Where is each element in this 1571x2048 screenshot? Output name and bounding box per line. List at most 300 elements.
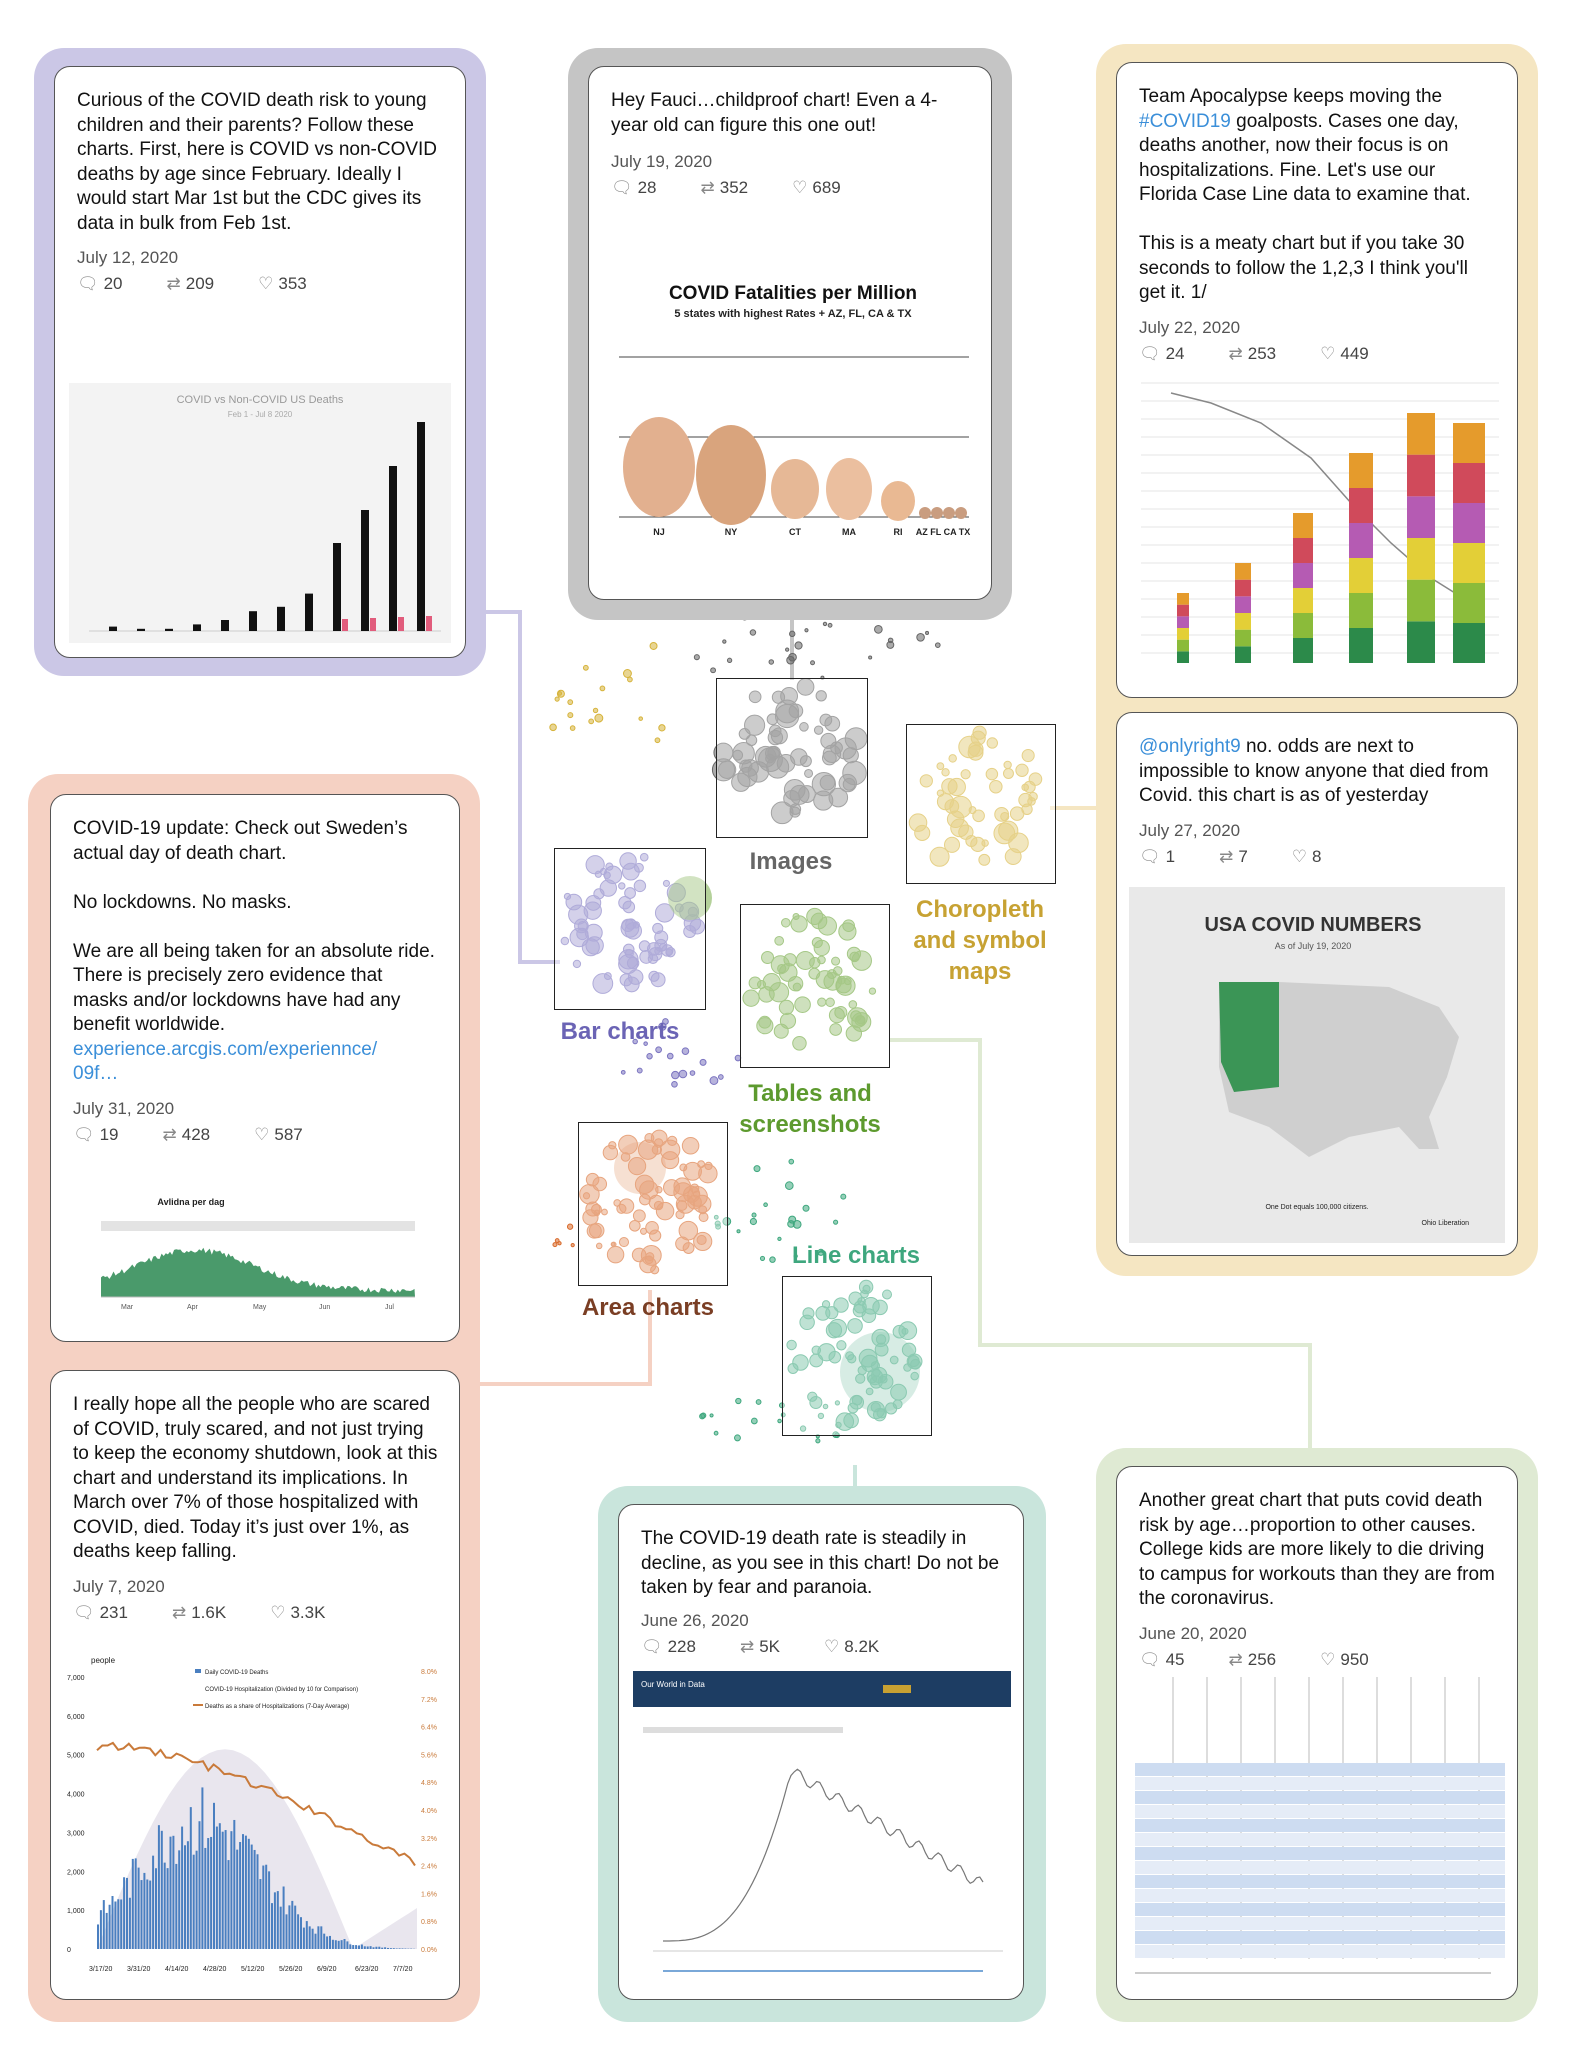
- connector-bar: [484, 612, 560, 962]
- thumb-subtitle: 5 states with highest Rates + AZ, FL, CA & TX: [674, 308, 912, 320]
- scatter-dot: [567, 1224, 572, 1229]
- like-value: 3.3K: [290, 1602, 326, 1622]
- scatter-dot: [558, 1242, 561, 1245]
- bar: [344, 1939, 346, 1949]
- bar: [300, 1917, 302, 1949]
- bar: [283, 1886, 285, 1949]
- scatter-dot: [700, 1414, 705, 1419]
- bar: [355, 1945, 357, 1949]
- stack-segment: [1293, 613, 1313, 638]
- bar: [317, 1926, 319, 1949]
- scatter-dot: [710, 1414, 713, 1417]
- stack-segment: [1349, 488, 1373, 523]
- right-tick-label: 3.2%: [421, 1835, 437, 1843]
- bar: [184, 1845, 186, 1949]
- legend-label: COVID-19 Hospitalization (Divided by 10 for Comparison): [205, 1687, 359, 1693]
- tweet-stats: [611, 178, 971, 198]
- bar: [141, 1880, 143, 1949]
- scatter-dot: [811, 661, 815, 665]
- month-label: Jun: [319, 1304, 331, 1311]
- bar: [251, 1845, 253, 1949]
- tweet-stats: [1139, 1650, 1497, 1670]
- retweet-count[interactable]: [701, 178, 749, 198]
- x-tick-label: 7/7/20: [393, 1966, 413, 1973]
- retweet-count[interactable]: [740, 1637, 780, 1657]
- bar: [332, 1940, 334, 1949]
- tweet-stats: [73, 1125, 439, 1145]
- tweet-chart-image[interactable]: [65, 1653, 447, 1989]
- bar: [312, 1929, 314, 1949]
- bar: [242, 1834, 244, 1949]
- legend-label: Deaths as a share of Hospitalizations (7-Day Average): [205, 1704, 350, 1710]
- like-value: 689: [812, 178, 841, 197]
- cluster-label-choropleth: Choropleth and symbol maps: [913, 896, 1047, 985]
- y-tick-label: 0: [67, 1947, 71, 1954]
- bar-black: [193, 624, 201, 631]
- right-tick-label: 7.2%: [421, 1696, 437, 1704]
- scatter-dot: [639, 717, 643, 721]
- bar: [149, 1881, 151, 1949]
- tweet-card[interactable]: [618, 1504, 1024, 2000]
- month-label: Apr: [187, 1304, 198, 1311]
- scatter-dot: [841, 1194, 846, 1199]
- reply-value: 1: [1165, 846, 1176, 866]
- bar: [291, 1901, 293, 1949]
- retweet-count[interactable]: [1219, 847, 1248, 867]
- tweet-text-part: no. odds are next to impossible to know anyone that died from Covid. this chart is as of yesterday: [1139, 736, 1494, 806]
- scatter-dot: [834, 1220, 838, 1224]
- tweet-card[interactable]: [1116, 1466, 1518, 2000]
- bar: [236, 1850, 238, 1949]
- bar-black: [305, 594, 313, 631]
- bar: [315, 1934, 317, 1949]
- scatter-dot: [558, 692, 562, 696]
- bar: [132, 1859, 134, 1949]
- x-tick-label: 5/12/20: [241, 1966, 265, 1973]
- right-tick-label: 6.4%: [421, 1724, 437, 1732]
- scatter-dot: [750, 1218, 756, 1224]
- scatter-dot: [710, 1077, 718, 1085]
- stack-segment: [1407, 621, 1435, 663]
- bar: [265, 1865, 267, 1949]
- bar: [358, 1945, 360, 1949]
- scatter-dot: [694, 655, 699, 660]
- bar: [361, 1945, 363, 1949]
- stack-segment: [1349, 558, 1373, 593]
- right-tick-label: 8.0%: [421, 1669, 437, 1676]
- scatter-dot: [570, 726, 575, 731]
- tweet-card[interactable]: [54, 66, 466, 658]
- scatter-dot: [750, 630, 755, 635]
- tweet-date: July 22, 2020: [1139, 317, 1241, 337]
- stack-segment: [1177, 640, 1189, 652]
- scatter-dot: [754, 1166, 760, 1172]
- tweet-card[interactable]: [50, 1370, 460, 2000]
- cluster-box-area[interactable]: [578, 1122, 728, 1286]
- stack-segment: [1407, 496, 1435, 538]
- reply-count[interactable]: [1139, 344, 1185, 364]
- x-tick-label: 4/28/20: [203, 1966, 227, 1973]
- stack-segment: [1349, 523, 1373, 558]
- thumb-brand: Ohio Liberation: [1421, 1220, 1469, 1227]
- table-row: [1135, 1861, 1505, 1874]
- retweet-value: 209: [185, 274, 215, 293]
- bar-chart-thumbnail: [69, 383, 451, 643]
- heart-icon: ♡: [1320, 343, 1336, 363]
- bar: [268, 1871, 270, 1949]
- reply-value: 20: [103, 274, 123, 293]
- reply-value: 45: [1165, 1649, 1185, 1669]
- scatter-dot: [672, 1071, 679, 1078]
- reply-count[interactable]: [641, 1637, 696, 1657]
- tweet-card[interactable]: [1116, 712, 1518, 1256]
- bar: [396, 1948, 398, 1949]
- bar: [303, 1928, 305, 1949]
- scatter-dot: [714, 1431, 718, 1435]
- scatter-dot: [568, 713, 573, 718]
- scatter-dot: [789, 1159, 794, 1164]
- retweet-count[interactable]: [1229, 344, 1277, 364]
- reply-count[interactable]: [1139, 1650, 1185, 1670]
- bar: [106, 1913, 108, 1949]
- y-tick-label: 7,000: [67, 1675, 85, 1682]
- retweet-count[interactable]: [163, 1125, 211, 1145]
- bar: [329, 1936, 331, 1949]
- bar: [187, 1841, 189, 1949]
- x-tick-label: 4/14/20: [165, 1966, 189, 1973]
- bar: [109, 1905, 111, 1949]
- tweet-text: Hey Fauci…childproof chart! Even a 4-year old can figure this one out!: [611, 90, 938, 136]
- like-count[interactable]: [1320, 344, 1369, 364]
- bar: [384, 1947, 386, 1949]
- tweet-card[interactable]: [1116, 62, 1518, 698]
- bar-pink: [426, 616, 432, 631]
- scatter-dot: [568, 700, 573, 705]
- y-tick-label: 6,000: [67, 1713, 85, 1721]
- bar: [277, 1891, 279, 1949]
- bar: [228, 1860, 230, 1949]
- bar: [161, 1831, 163, 1949]
- right-tick-label: 0.0%: [421, 1947, 437, 1954]
- x-tick-label: 6/23/20: [355, 1966, 379, 1973]
- scatter-dot: [656, 1047, 662, 1053]
- tweet-date: July 12, 2020: [77, 248, 179, 267]
- like-count[interactable]: [254, 1125, 303, 1145]
- scatter-dot: [553, 1243, 557, 1247]
- retweet-count[interactable]: [167, 274, 215, 294]
- thumb-title: Avlidna per dag: [157, 1197, 225, 1207]
- scatter-dot: [637, 1068, 642, 1073]
- retweet-value: 7: [1238, 846, 1248, 866]
- stack-segment: [1407, 413, 1435, 455]
- reply-icon: 🗨︎: [1139, 343, 1161, 363]
- scatter-dot: [751, 1418, 757, 1424]
- reply-count[interactable]: [73, 1125, 119, 1145]
- stack-segment: [1293, 563, 1313, 588]
- table-row: [1135, 1917, 1505, 1930]
- bar: [207, 1838, 209, 1949]
- scatter-dot: [623, 670, 631, 678]
- scatter-dot: [737, 1230, 740, 1233]
- stack-segment: [1177, 616, 1189, 628]
- cluster-box-tables[interactable]: [740, 904, 890, 1068]
- stack-segment: [1453, 503, 1485, 543]
- reply-value: 19: [99, 1124, 119, 1144]
- like-count[interactable]: [1320, 1650, 1369, 1670]
- right-tick-label: 4.8%: [421, 1780, 437, 1788]
- thumb-title: USA COVID NUMBERS: [1204, 914, 1422, 936]
- bar: [201, 1787, 203, 1949]
- reply-value: 231: [99, 1602, 128, 1622]
- heart-icon: ♡: [824, 1636, 840, 1656]
- cluster-box-line[interactable]: [782, 1276, 932, 1436]
- scatter-dot: [659, 725, 665, 731]
- reply-count[interactable]: [1139, 847, 1175, 867]
- bar: [271, 1903, 273, 1949]
- retweet-icon: ⇄: [1228, 1649, 1243, 1669]
- cluster-box-images[interactable]: [716, 678, 868, 838]
- like-count[interactable]: [258, 274, 307, 294]
- bar: [230, 1831, 232, 1949]
- cluster-label-tables: Tables and screenshots: [739, 1080, 881, 1138]
- table-row: [1135, 1889, 1505, 1902]
- tweet-text: [73, 817, 439, 1087]
- bar: [309, 1926, 311, 1949]
- tweet-stats: [1139, 847, 1497, 867]
- retweet-icon: ⇄: [739, 1636, 755, 1656]
- bar: [100, 1910, 102, 1949]
- stack-segment: [1177, 628, 1189, 640]
- hashtag-link[interactable]: #COVID19: [1139, 110, 1231, 132]
- bar: [178, 1850, 180, 1949]
- heart-icon: ♡: [270, 1602, 286, 1622]
- faces-chart-thumbnail: [609, 277, 977, 567]
- stack-segment: [1177, 593, 1189, 605]
- bar: [123, 1877, 125, 1949]
- scatter-dot: [647, 1054, 652, 1059]
- scatter-dot: [816, 1439, 820, 1443]
- retweet-icon: ⇄: [162, 1124, 177, 1144]
- reply-icon: 🗨︎: [641, 1636, 663, 1656]
- month-label: May: [253, 1304, 267, 1311]
- tweet-chart-image[interactable]: [91, 1191, 425, 1321]
- bar-black: [277, 607, 285, 631]
- bar: [341, 1940, 343, 1949]
- scatter-dot: [621, 1070, 625, 1074]
- bar: [239, 1842, 241, 1949]
- like-value: 950: [1340, 1649, 1369, 1669]
- scatter-dot: [778, 1419, 781, 1422]
- reply-count[interactable]: [611, 178, 657, 198]
- like-value: 8: [1312, 846, 1322, 866]
- scatter-dot: [769, 660, 774, 665]
- table-row: [1135, 1903, 1505, 1916]
- heart-icon: ♡: [1320, 1649, 1336, 1669]
- right-tick-label: 5.6%: [421, 1752, 437, 1760]
- like-count[interactable]: [1292, 847, 1322, 867]
- tweet-date: July 31, 2020: [73, 1098, 175, 1118]
- stack-segment: [1235, 563, 1251, 580]
- scatter-dot: [589, 719, 594, 724]
- thumb-subtitle: As of July 19, 2020: [1274, 941, 1352, 951]
- scatter-dot: [917, 634, 925, 642]
- bar: [373, 1947, 375, 1949]
- like-count[interactable]: [270, 1603, 325, 1623]
- bar: [259, 1879, 261, 1949]
- table-row: [1135, 1819, 1505, 1832]
- tweet-link[interactable]: experience.arcgis.com/experiennce/ 09f…: [73, 1038, 378, 1084]
- scatter-dot: [736, 1398, 741, 1403]
- bar: [155, 1868, 157, 1949]
- bar: [349, 1944, 351, 1949]
- stack-segment: [1453, 623, 1485, 663]
- right-tick-label: 0.8%: [421, 1919, 437, 1927]
- scatter-dot: [667, 1053, 673, 1059]
- scatter-dot: [593, 708, 597, 712]
- bar: [138, 1868, 140, 1949]
- bar: [222, 1832, 224, 1949]
- bar: [196, 1851, 198, 1949]
- bar: [399, 1948, 401, 1949]
- tweet-chart-image[interactable]: [1131, 1673, 1509, 1989]
- bar-pink: [370, 618, 376, 631]
- thumb-brand: Our World in Data: [641, 1680, 705, 1689]
- like-value: 8.2K: [844, 1636, 880, 1656]
- thumb-note: One Dot equals 100,000 citizens.: [1265, 1204, 1369, 1211]
- retweet-value: 352: [719, 178, 749, 197]
- stack-segment: [1453, 463, 1485, 503]
- right-tick-label: 4.0%: [421, 1808, 437, 1815]
- scatter-dot: [690, 1071, 695, 1076]
- scatter-dot: [711, 668, 716, 673]
- scatter-dot: [571, 1243, 574, 1246]
- scatter-dot: [600, 686, 605, 691]
- tweet-chart-image[interactable]: [69, 383, 451, 643]
- bar: [175, 1864, 177, 1949]
- reply-icon: 🗨︎: [1139, 846, 1161, 866]
- tweet-chart-image[interactable]: [633, 1671, 1011, 1987]
- table-row: [1135, 1777, 1505, 1790]
- stack-segment: [1293, 588, 1313, 613]
- thumb-subtitle: Feb 1 - Jul 8 2020: [227, 410, 293, 419]
- month-label: Jul: [385, 1304, 394, 1311]
- bar: [233, 1820, 235, 1949]
- right-tick-label: 2.4%: [421, 1863, 437, 1871]
- bar: [112, 1896, 114, 1949]
- bar-black: [109, 627, 117, 631]
- reply-count[interactable]: [77, 274, 123, 294]
- state-label: AZ FL CA TX: [915, 527, 971, 537]
- state-label: NJ: [653, 527, 665, 537]
- bar: [167, 1868, 169, 1949]
- bar: [129, 1898, 131, 1949]
- tweet-text-part: Team Apocalypse keeps moving the: [1139, 86, 1448, 107]
- bar: [248, 1839, 250, 1949]
- bar: [143, 1873, 145, 1949]
- mention-link[interactable]: @onlyright9: [1139, 736, 1241, 757]
- scatter-dot: [727, 658, 731, 662]
- thumb-title: COVID vs Non-COVID US Deaths: [176, 394, 344, 406]
- retweet-icon: ⇄: [171, 1602, 187, 1622]
- bar: [262, 1866, 264, 1949]
- retweet-value: 256: [1247, 1649, 1277, 1669]
- x-tick-label: 5/26/20: [279, 1966, 303, 1973]
- cluster-box-choropleth[interactable]: [906, 724, 1056, 884]
- bar-black: [221, 620, 229, 631]
- bar: [97, 1924, 99, 1949]
- bar: [370, 1946, 372, 1949]
- table-row: [1135, 1945, 1505, 1958]
- scatter-dot: [682, 1048, 689, 1055]
- bar: [352, 1945, 354, 1949]
- bar: [306, 1921, 308, 1949]
- scatter-dot: [787, 656, 795, 664]
- scatter-dot: [828, 623, 832, 627]
- bar: [158, 1825, 160, 1949]
- cluster-label-images: Images: [749, 848, 833, 875]
- hospitalization-chart-thumbnail: [65, 1653, 447, 1989]
- retweet-count[interactable]: [1229, 1650, 1277, 1670]
- bar-pink: [398, 617, 404, 631]
- like-count[interactable]: [792, 178, 841, 198]
- bar: [135, 1858, 137, 1949]
- heart-icon: ♡: [254, 1124, 270, 1144]
- retweet-count[interactable]: [172, 1603, 226, 1623]
- bar: [216, 1827, 218, 1949]
- table-row: [1135, 1931, 1505, 1944]
- tweet-date: July 27, 2020: [1139, 820, 1241, 840]
- map-thumbnail: [1129, 887, 1505, 1243]
- scatter-dot: [723, 640, 726, 643]
- reply-icon: 🗨︎: [611, 178, 633, 197]
- retweet-value: 5K: [759, 1636, 781, 1656]
- bar: [120, 1899, 122, 1949]
- tweet-card[interactable]: [50, 794, 460, 1342]
- cluster-box-bar[interactable]: [554, 848, 706, 1010]
- bar: [402, 1948, 404, 1949]
- y-tick-label: 4,000: [67, 1791, 85, 1799]
- bar: [335, 1940, 337, 1949]
- table-row: [1135, 1763, 1505, 1776]
- tweet-stats: [641, 1637, 1003, 1657]
- tweet-card[interactable]: [588, 66, 992, 600]
- retweet-icon: ⇄: [700, 178, 715, 197]
- reply-icon: 🗨︎: [77, 274, 99, 293]
- bar: [170, 1837, 172, 1949]
- tweet-chart-image[interactable]: [609, 277, 977, 567]
- bar: [364, 1946, 366, 1949]
- reply-count[interactable]: [73, 1603, 128, 1623]
- stack-segment: [1235, 630, 1251, 647]
- tweet-chart-image[interactable]: [1129, 887, 1505, 1243]
- scatter-dot: [803, 1205, 809, 1211]
- cluster-label-bar: Bar charts: [560, 1018, 680, 1045]
- retweet-value: 428: [181, 1124, 211, 1144]
- bar: [225, 1830, 227, 1949]
- cluster-label-line: Line charts: [791, 1242, 921, 1269]
- retweet-value: 1.6K: [191, 1602, 227, 1622]
- reply-value: 24: [1165, 343, 1185, 363]
- x-tick-label: 6/9/20: [317, 1966, 337, 1973]
- bar: [190, 1807, 192, 1949]
- scatter-dot: [555, 697, 559, 701]
- retweet-icon: ⇄: [166, 274, 181, 293]
- tweet-chart-image[interactable]: [1131, 363, 1509, 689]
- bar: [286, 1914, 288, 1949]
- scatter-dot: [786, 648, 789, 651]
- bar: [245, 1836, 247, 1949]
- like-count[interactable]: [824, 1637, 879, 1657]
